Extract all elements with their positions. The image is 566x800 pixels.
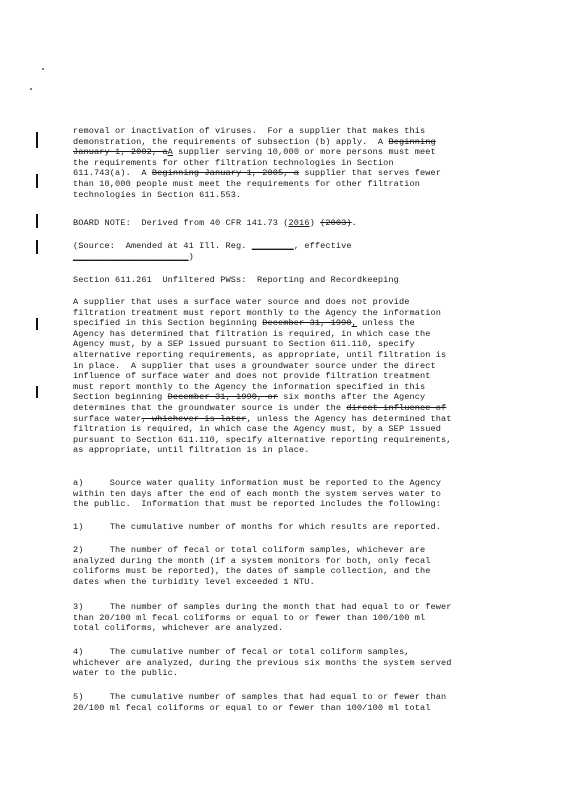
list-item xyxy=(73,545,503,587)
scan-speck xyxy=(30,88,32,90)
deleted-text: , whichever is later xyxy=(141,413,247,424)
list-item: 1) The cumulative number of months for which results are reported. xyxy=(73,522,441,532)
text-line: removal or inactivation of viruses. For a supplier that makes this xyxy=(73,126,426,136)
text-line: filtration is required, in which case the Agency must, by a SEP issued xyxy=(73,424,441,435)
change-bar xyxy=(36,174,38,188)
text-line: filtration treatment must report monthly to the Agency the information xyxy=(73,307,441,318)
source-note xyxy=(73,241,503,262)
blank-field: ______________________ xyxy=(73,251,189,262)
deleted-text: Beginning January 1, 2005, a xyxy=(151,168,300,179)
text-line: than 10,000 people must meet the requirements for other filtration xyxy=(73,178,420,189)
deleted-text: direct influence of xyxy=(346,402,447,413)
text-line: total coliforms, whichever are analyzed. xyxy=(73,623,284,634)
text-line: pursuant to Section 611.110, specify alternative reporting requirements, xyxy=(73,434,452,445)
change-bar xyxy=(36,132,38,148)
text-line: the requirements for other filtration technologies in Section xyxy=(73,157,394,168)
text-line: must report monthly to the Agency the information specified in this xyxy=(73,381,426,392)
text-line: 4) The cumulative number of fecal or total coliform samples, xyxy=(73,647,410,657)
text-line: , effective xyxy=(293,241,352,251)
text-line: . xyxy=(351,218,357,228)
subsection-a xyxy=(73,478,503,510)
text-line: demonstration, the requirements of subsection (b) apply. A xyxy=(73,136,389,147)
text-line: unless the xyxy=(356,318,415,329)
text-line: 2) The number of fecal or total coliform samples, whichever are xyxy=(73,545,426,555)
inserted-text: A xyxy=(167,147,173,158)
text-line: , unless the Agency has determined that xyxy=(246,413,452,424)
text-line: within ten days after the end of each month the system serves water to xyxy=(73,488,441,499)
text-line: dates when the turbidity level exceeded 1 NTU. xyxy=(73,576,315,587)
deleted-text: (2003) xyxy=(320,218,352,228)
deleted-text: December 31, 1990, or xyxy=(167,392,279,403)
list-item xyxy=(73,602,503,634)
text-line: 611.743(a). A xyxy=(73,168,152,179)
text-line: water to the public. xyxy=(73,668,179,679)
inserted-text: , xyxy=(351,318,357,329)
text-line: Section beginning xyxy=(73,392,168,403)
text-line: technologies in Section 611.553. xyxy=(73,189,242,200)
text-line: supplier that serves fewer xyxy=(299,168,442,179)
list-item xyxy=(73,692,503,713)
section-heading: Section 611.261 Unfiltered PWSs: Reporting and Recordkeeping xyxy=(73,275,399,285)
text-line: whichever are analyzed, during the previous six months the system served xyxy=(73,657,452,668)
text-line: alternative reporting requirements, as appropriate, until filtration is xyxy=(73,349,447,360)
text-line: specified in this Section beginning xyxy=(73,318,263,329)
blank-field: ________ xyxy=(251,241,294,251)
text-line: Agency must, by a SEP issued pursuant to Section 611.110, specify xyxy=(73,339,415,350)
text-line: a) Source water quality information must be reported to the Agency xyxy=(73,478,441,488)
board-note xyxy=(73,218,503,229)
text-line: 5) The cumulative number of samples that had equal to or fewer than xyxy=(73,692,447,702)
text-line: the public. Information that must be reported includes the following: xyxy=(73,499,441,510)
deleted-text: January 1, 2002, a xyxy=(73,147,168,158)
text-line: than 20/100 ml fecal coliforms or equal to or fewer than 100/100 ml xyxy=(73,612,426,623)
text-line: BOARD NOTE: Derived from 40 CFR 141.73 ( xyxy=(73,218,289,228)
text-line: ) xyxy=(188,251,194,262)
deleted-text: December 31, 1990 xyxy=(262,318,352,329)
text-line: analyzed during the month (if a system monitors for both, only fecal xyxy=(73,555,431,566)
text-line: A supplier that uses a surface water source and does not provide xyxy=(73,297,410,307)
scan-speck xyxy=(42,68,44,70)
text-line: influence of surface water and does not provide filtration treatment xyxy=(73,371,431,382)
text-line: as appropriate, until filtration is in place. xyxy=(73,445,310,456)
text-line: surface water xyxy=(73,413,142,424)
text-line: supplier serving 10,000 or more persons must meet xyxy=(172,147,436,158)
text-line: 20/100 ml fecal coliforms or equal to or fewer than 100/100 ml total xyxy=(73,702,431,713)
text-line: in place. A supplier that uses a groundwater source under the direct xyxy=(73,360,436,371)
change-bar xyxy=(36,386,38,398)
text-line: six months after the Agency xyxy=(278,392,426,403)
text-line: coliforms must be reported), the dates of sample collection, and the xyxy=(73,566,431,577)
text-line: determines that the groundwater source is under the xyxy=(73,402,347,413)
text-line: 3) The number of samples during the month that had equal to or fewer xyxy=(73,602,452,612)
list-item xyxy=(73,647,503,679)
change-bar xyxy=(36,240,38,254)
change-bar xyxy=(36,318,38,330)
text-line: ) xyxy=(309,218,321,228)
paragraph-continuation xyxy=(73,126,503,200)
text-line: (Source: Amended at 41 Ill. Reg. xyxy=(73,241,252,251)
change-bar xyxy=(36,214,38,228)
inserted-text: 2016 xyxy=(288,218,310,228)
deleted-text: Beginning xyxy=(388,136,436,147)
section-body xyxy=(73,297,503,456)
text-line: Agency has determined that filtration is required, in which case the xyxy=(73,328,431,339)
